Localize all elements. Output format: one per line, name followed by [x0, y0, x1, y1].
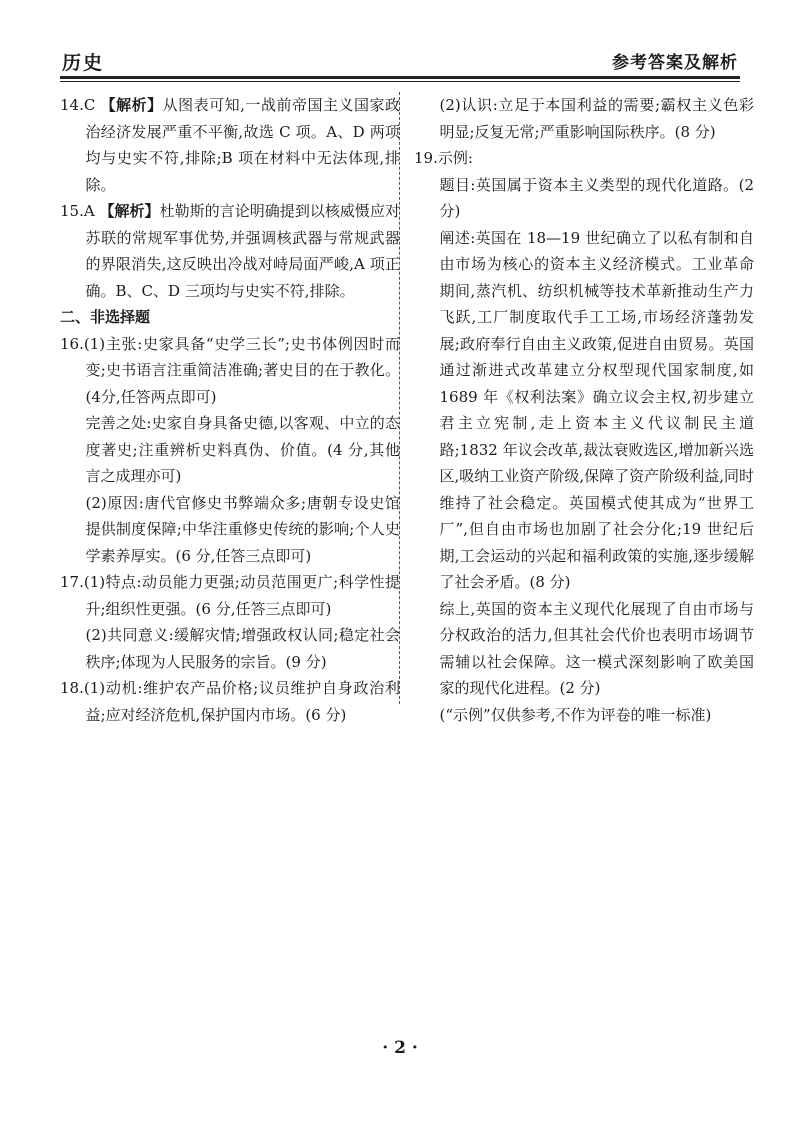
answer-text: 14.C	[60, 96, 101, 114]
answer-paragraph-q19-sum	[414, 596, 754, 702]
answer-paragraph-q16-1b	[60, 410, 400, 490]
answer-paragraph-q14	[60, 92, 400, 198]
answer-text: 题目:英国属于资本主义类型的现代化道路。(2 分)	[439, 175, 754, 220]
answer-text: 17.(1)特点:动员能力更强;动员范围更广;科学性提升;组织性更强。(6 分,任答三点即可)	[60, 573, 400, 618]
answer-text: 从图表可知,一战前帝国主义国家政治经济发展严重不平衡,故选 C 项。A、D 两项均与史实不符,排除;B 项在材料中无法体现,排除。	[85, 96, 400, 194]
page-header	[60, 48, 740, 74]
answer-text: 阐述:英国在 18—19 世纪确立了以私有制和自由市场为核心的资本主义经济模式。工业革命期间,蒸汽机、纺织机械等技术革新推动生产力飞跃,工厂制度取代手工工场,市场经济蓬勃发展;政府奉行自由主义政策,促进自由贸易。英国通过渐进式改革建立分权型现代国家制度,如 1689 年《权利法案》确立议会主权,初步建立君主立宪制,走上资本主义代议制民主道路;1832 年议会改革,裁汰衰败选区,增加新兴选区,吸纳工业资产阶级,保障了资产阶级利益,同时维持了社会稳定。英国模式使其成为“世界工厂”,但自由市场也加剧了社会分化;19 世纪后期,工会运动的兴起和福利政策的实施,逐步缓解了社会矛盾。(8 分)	[439, 228, 754, 591]
bold-label: 二、非选择题	[60, 308, 151, 326]
answer-paragraph-q19-title	[414, 172, 754, 225]
answer-text: 18.(1)动机:维护农产品价格;议员维护自身政治利益;应对经济危机,保护国内市场。(6 分)	[60, 679, 400, 724]
answer-text: 15.A	[60, 202, 100, 220]
answer-text: 杜勒斯的言论明确提到以核威慑应对苏联的常规军事优势,并强调核武器与常规武器的界限消失,这反映出冷战对峙局面严峻,A 项正确。B、C、D 三项均与史实不符,排除。	[85, 202, 400, 300]
answer-text: (“示例”仅供参考,不作为评卷的唯一标准)	[439, 705, 712, 724]
answer-paragraph-q19-note	[414, 702, 754, 729]
answer-text: 完善之处:史家自身具备史德,以客观、中立的态度著史;注重辨析史料真伪、价值。(4 分,其他言之成理亦可)	[85, 414, 400, 485]
answer-text: 综上,英国的资本主义现代化展现了自由市场与分权政治的活力,但其社会代价也表明市场调节需辅以社会保障。这一模式深刻影响了欧美国家的现代化进程。(2 分)	[439, 599, 754, 697]
column-divider	[399, 92, 400, 704]
answer-text: (2)共同意义:缓解灾情;增强政权认同;稳定社会秩序;体现为人民服务的宗旨。(9 分)	[85, 626, 400, 671]
answer-paragraph-q17-1	[60, 569, 400, 622]
header-rule-thin	[60, 81, 740, 82]
answer-text: 16.(1)主张:史家具备“史学三长”;史书体例因时而变;史书语言注重简洁准确;著史目的在于教化。(4分,任答两点即可)	[60, 334, 400, 406]
answer-paragraph-q16-2	[60, 490, 400, 570]
answer-paragraph-sec2	[60, 304, 400, 331]
header-rule-thick	[60, 76, 740, 79]
left-column	[60, 92, 400, 728]
answer-text: (2)原因:唐代官修史书弊端众多;唐朝专设史馆提供制度保障;中华注重修史传统的影响;个人史学素养厚实。(6 分,任答三点即可)	[85, 493, 400, 565]
answer-paragraph-q16-1	[60, 331, 400, 411]
answer-paragraph-q19-body	[414, 225, 754, 596]
answer-text: 19.示例:	[414, 149, 473, 167]
right-column	[414, 92, 754, 728]
page-number: · 2 ·	[382, 1038, 418, 1058]
bold-label: 【解析】	[99, 202, 160, 220]
bold-label: 【解析】	[100, 96, 163, 114]
answer-text: (2)认识:立足于本国利益的需要;霸权主义色彩明显;反复无常;严重影响国际秩序。(8 分)	[439, 96, 754, 141]
answer-paragraph-q19	[414, 145, 754, 172]
header-title: 参考答案及解析	[612, 53, 738, 73]
answer-paragraph-q17-2	[60, 622, 400, 675]
answer-paragraph-q18-1	[60, 675, 400, 728]
answer-paragraph-q15	[60, 198, 400, 304]
answer-paragraph-q18-2	[414, 92, 754, 145]
subject-label: 历史	[62, 52, 105, 74]
